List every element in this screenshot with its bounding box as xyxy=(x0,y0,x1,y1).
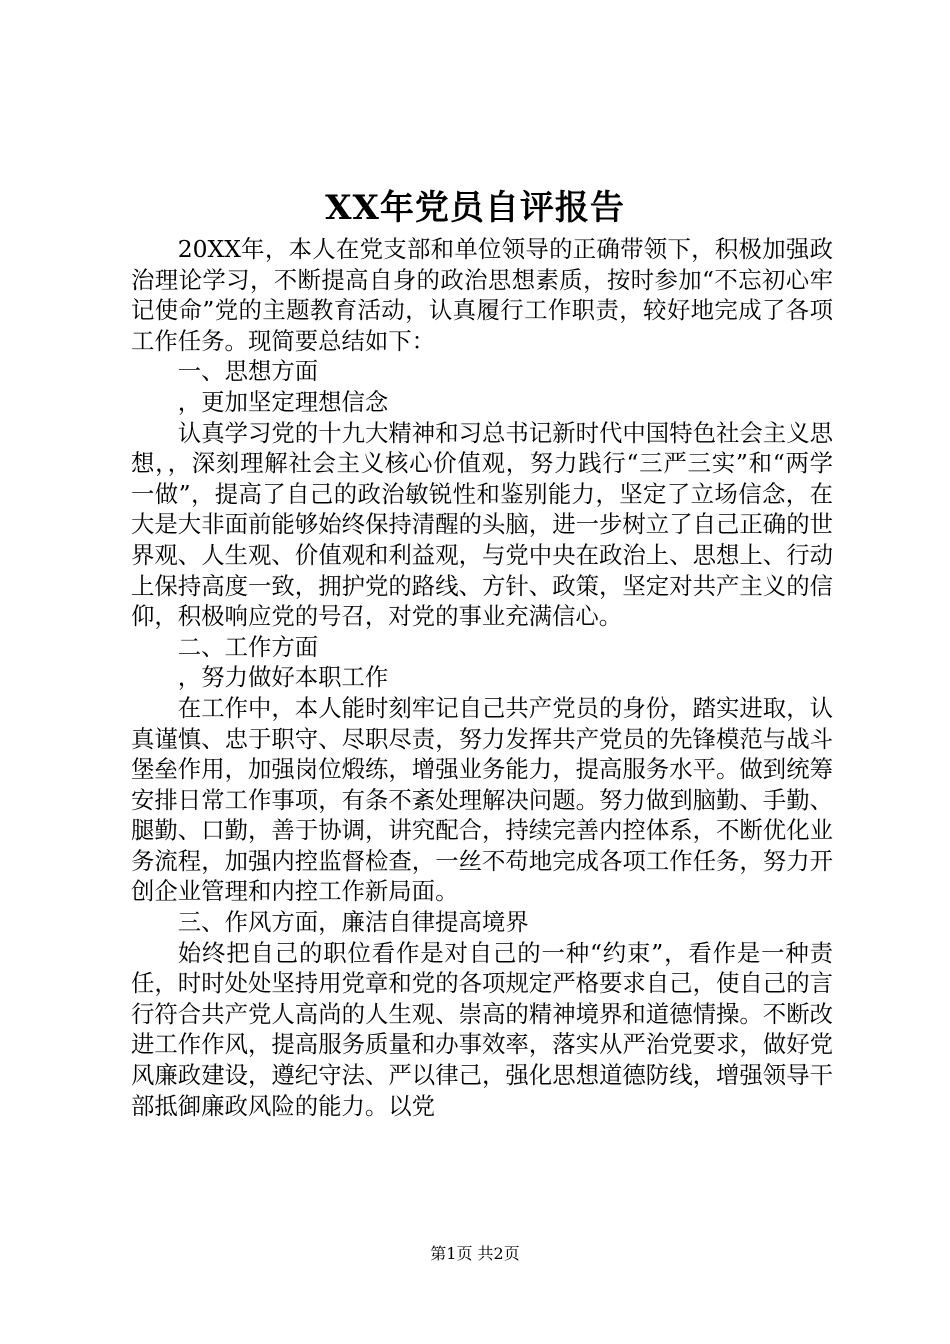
subheading-duty: ，努力做好本职工作 xyxy=(177,663,389,692)
page-number-footer: 第1页 共2页 xyxy=(430,1244,520,1263)
section-heading-work: 二、工作方面 xyxy=(177,632,319,661)
section-heading-thought: 一、思想方面 xyxy=(177,357,319,386)
conduct-paragraph: 始终把自己的职位看作是对自己的一种“约束”，看作是一种责任，时时处处坚持用党章和党的各项规定严格要求自己，使自己的言行符合共产党人高尚的人生观、崇高的精神境界和道德情操。不断改进工作作风，提高服务质量和办事效率，落实从严治党要求，做好党风廉政建设，遵纪守法、严以律己，强化思想道德防线，增强领导干部抵御廉政风险的能力。以党 xyxy=(131,938,833,1120)
document-body xyxy=(131,234,833,1121)
section-heading-conduct: 三、作风方面，廉洁自律提高境界 xyxy=(177,908,529,937)
document-title: XX年党员自评报告 xyxy=(325,188,625,228)
subheading-ideals: ，更加坚定理想信念 xyxy=(177,387,389,416)
thought-paragraph: 认真学习党的十九大精神和习总书记新时代中国特色社会主义思想，，深刻理解社会主义核心价值观，努力践行“三严三实”和“两学一做”，提高了自己的政治敏锐性和鉴别能力，坚定了立场信念，在大是大非面前能够始终保持清醒的头脑，进一步树立了自己正确的世界观、人生观、价值观和利益观，与党中央在政治上、思想上、行动上保持高度一致，拥护党的路线、方针、政策，坚定对共产主义的信仰，积极响应党的号召，对党的事业充满信心。 xyxy=(131,418,833,631)
work-paragraph: 在工作中，本人能时刻牢记自己共产党员的身份，踏实进取，认真谨慎、忠于职守、尽职尽责，努力发挥共产党员的先锋模范与战斗堡垒作用，加强岗位煅练，增强业务能力，提高服务水平。做到统筹安排日常工作事项，有条不紊处理解决问题。努力做到脑勤、手勤、腿勤、口勤，善于协调，讲究配合，持续完善内控体系，不断优化业务流程，加强内控监督检查，一丝不苟地完成各项工作任务，努力开创企业管理和内控工作新局面。 xyxy=(131,693,833,906)
intro-paragraph: 20XX年，本人在党支部和单位领导的正确带领下，积极加强政治理论学习，不断提高自身的政治思想素质，按时参加“不忘初心牢记使命”党的主题教育活动，认真履行工作职责，较好地完成了各项工作任务。现简要总结如下： xyxy=(131,235,833,355)
